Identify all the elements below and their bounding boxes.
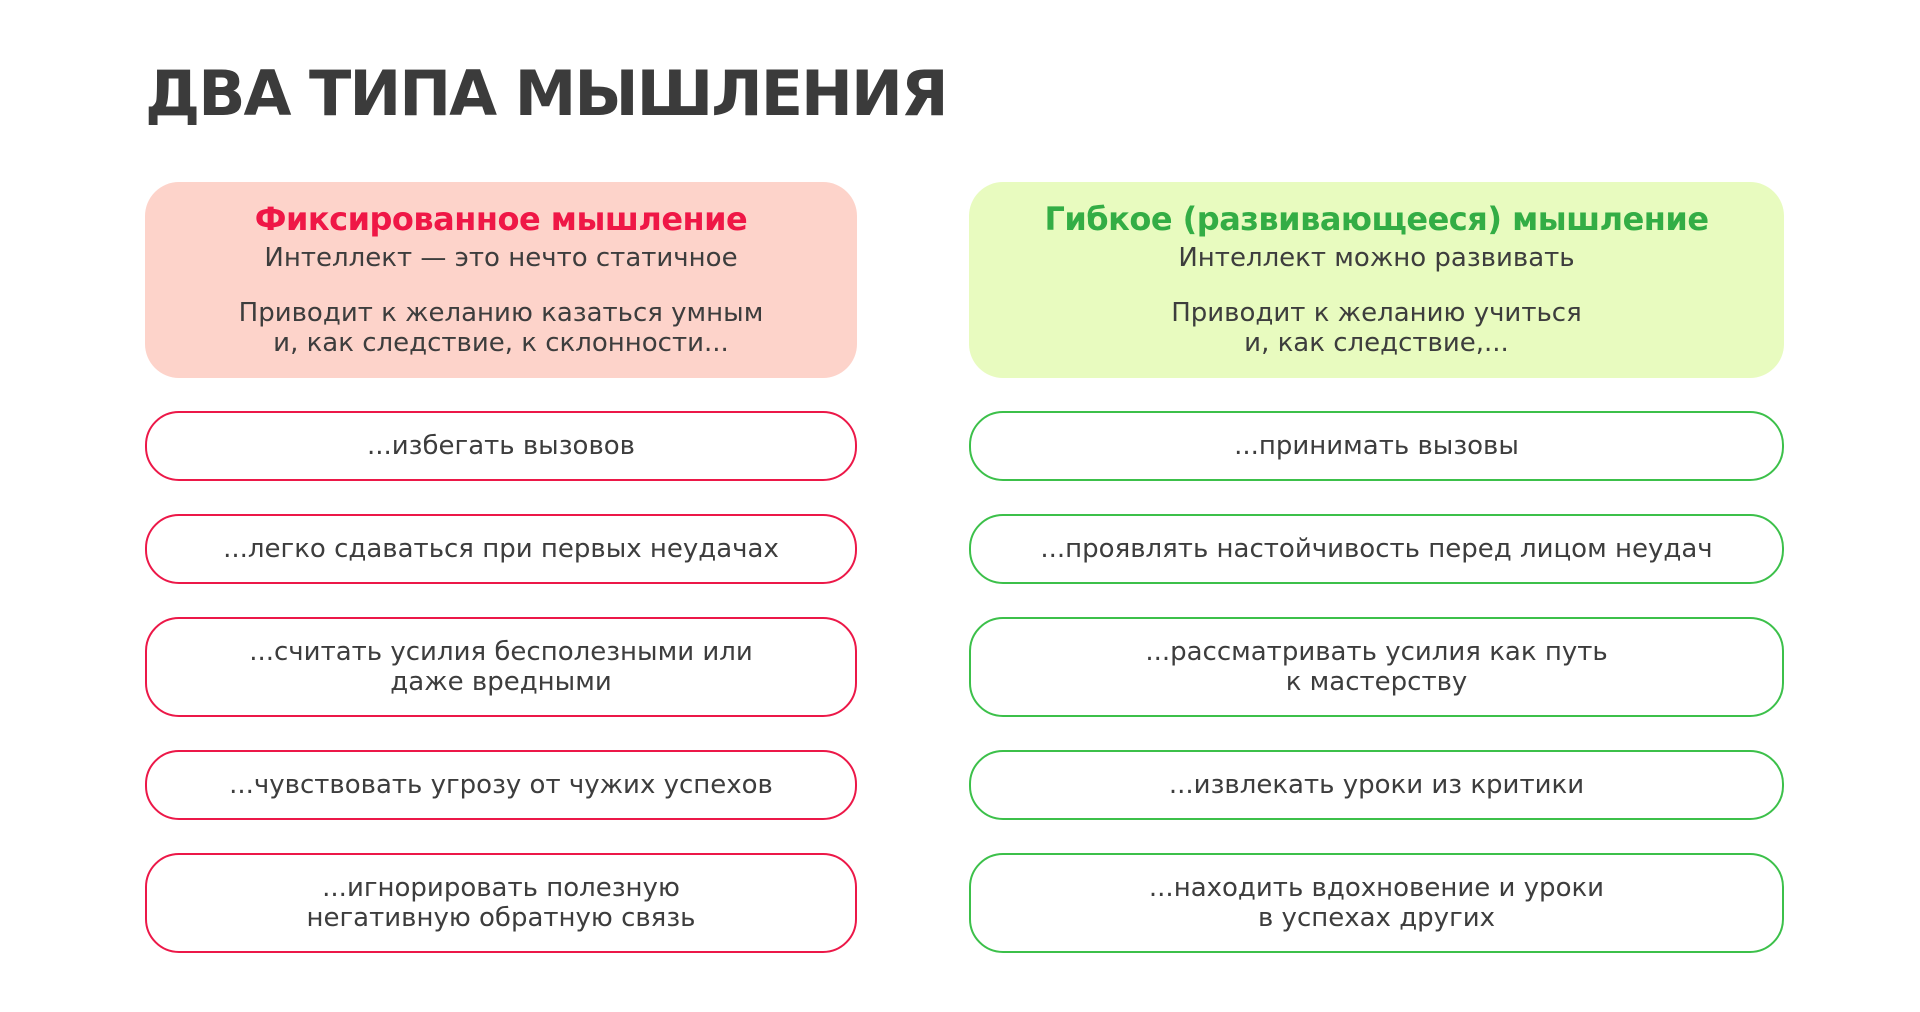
growth-mindset-subheading: Интеллект можно развивать bbox=[1178, 243, 1575, 273]
fixed-mindset-column bbox=[145, 182, 857, 953]
item-text: ...принимать вызовы bbox=[1234, 431, 1519, 461]
item-text: ...рассматривать усилия как путь bbox=[1145, 637, 1608, 667]
page-title: ДВА ТИПА МЫШЛЕНИЯ bbox=[145, 57, 947, 130]
fixed-mindset-description bbox=[145, 298, 857, 358]
fixed-mindset-list bbox=[145, 411, 857, 953]
item-text: ...избегать вызовов bbox=[366, 431, 635, 461]
growth-mindset-list bbox=[969, 411, 1784, 953]
growth-mindset-item bbox=[969, 514, 1784, 584]
growth-mindset-item bbox=[969, 411, 1784, 481]
item-text: ...проявлять настойчивость перед лицом неудач bbox=[1040, 534, 1713, 564]
description-line: и, как следствие, к склонности... bbox=[273, 328, 729, 358]
fixed-mindset-heading: Фиксированное мышление bbox=[254, 200, 748, 238]
fixed-mindset-item bbox=[145, 853, 857, 953]
growth-mindset-heading: Гибкое (развивающееся) мышление bbox=[1044, 200, 1709, 238]
fixed-mindset-subheading: Интеллект — это нечто статичное bbox=[264, 243, 738, 273]
item-text: ...чувствовать угрозу от чужих успехов bbox=[229, 770, 773, 800]
growth-mindset-item bbox=[969, 617, 1784, 717]
item-text: ...игнорировать полезную bbox=[322, 873, 680, 903]
growth-mindset-header-card bbox=[969, 182, 1784, 378]
fixed-mindset-header-card bbox=[145, 182, 857, 378]
growth-mindset-item bbox=[969, 750, 1784, 820]
fixed-mindset-item bbox=[145, 750, 857, 820]
description-line: Приводит к желанию учиться bbox=[1171, 298, 1582, 328]
item-text: к мастерству bbox=[1285, 667, 1468, 697]
growth-mindset-description bbox=[969, 298, 1784, 358]
fixed-mindset-item bbox=[145, 514, 857, 584]
item-text: даже вредными bbox=[390, 667, 612, 697]
description-line: и, как следствие,... bbox=[1244, 328, 1509, 358]
item-text: ...считать усилия бесполезными или bbox=[249, 637, 753, 667]
item-text: ...легко сдаваться при первых неудачах bbox=[223, 534, 779, 564]
item-text: негативную обратную связь bbox=[306, 903, 696, 933]
growth-mindset-column bbox=[969, 182, 1784, 953]
fixed-mindset-item bbox=[145, 411, 857, 481]
growth-mindset-item bbox=[969, 853, 1784, 953]
fixed-mindset-item bbox=[145, 617, 857, 717]
item-text: ...находить вдохновение и уроки bbox=[1148, 873, 1605, 903]
item-text: в успехах других bbox=[1257, 903, 1496, 933]
item-text: ...извлекать уроки из критики bbox=[1168, 770, 1585, 800]
description-line: Приводит к желанию казаться умным bbox=[238, 298, 764, 328]
